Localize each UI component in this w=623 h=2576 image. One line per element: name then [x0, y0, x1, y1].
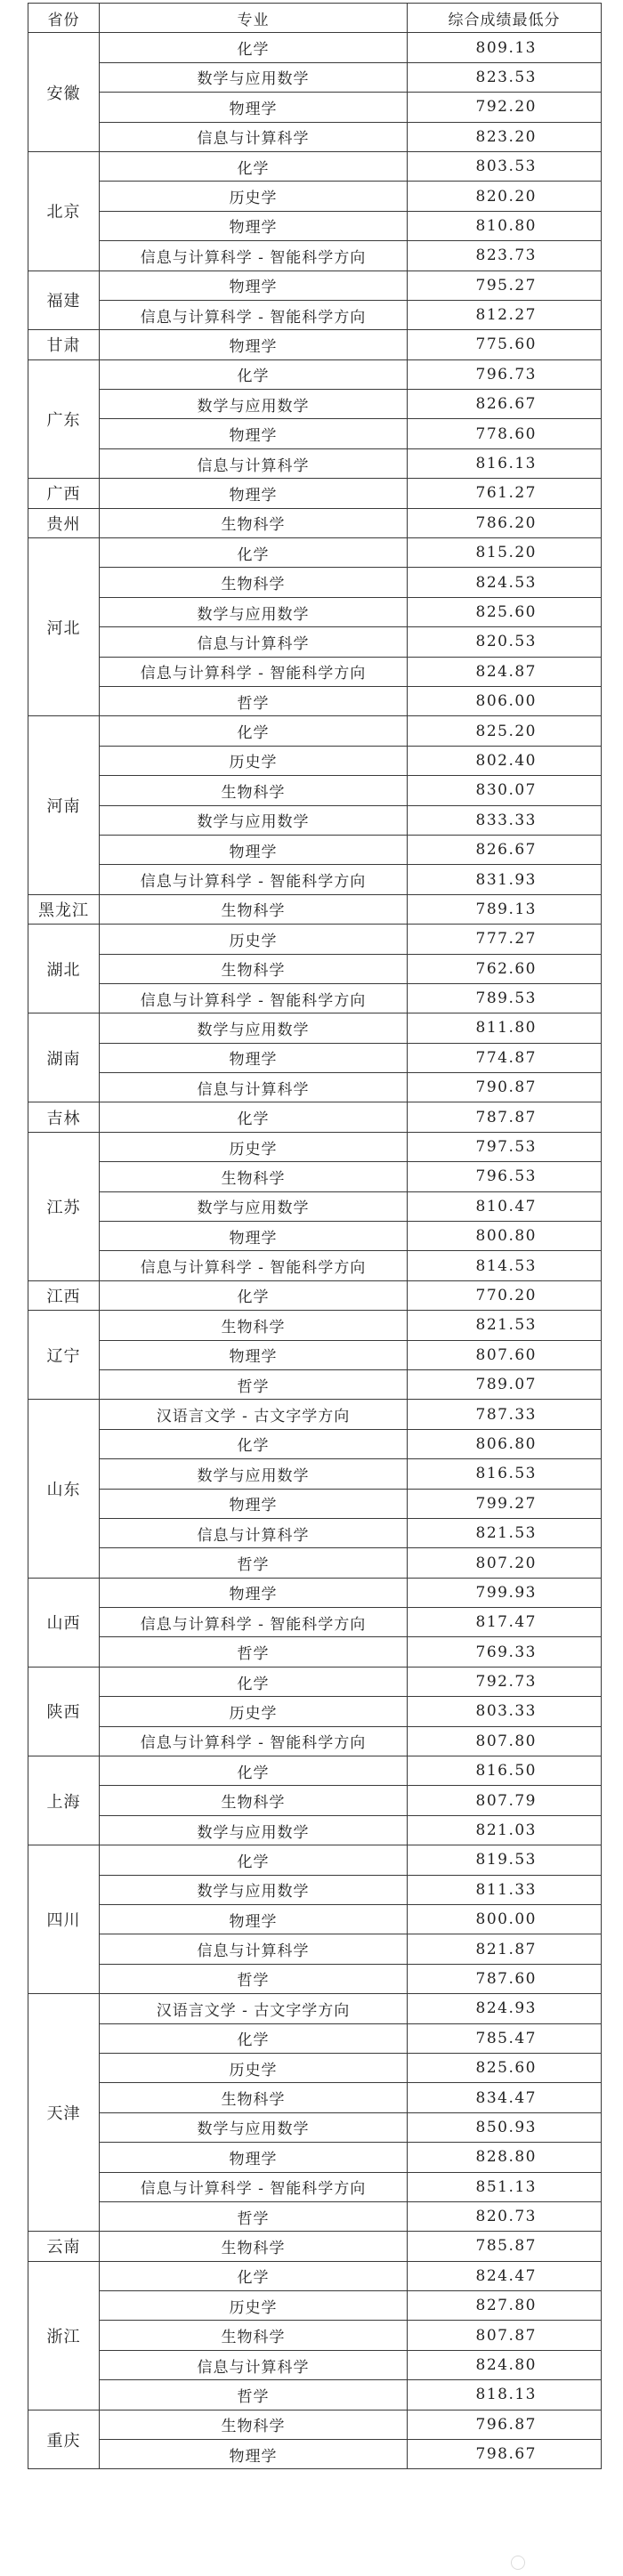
major-cell: 生物科学	[100, 2321, 408, 2350]
score-cell: 823.53	[408, 62, 602, 92]
table-row	[28, 2440, 602, 2469]
major-cell: 化学	[100, 716, 408, 746]
score-cell: 824.80	[408, 2350, 602, 2379]
table-row	[28, 1400, 602, 1429]
table-row	[28, 1429, 602, 1458]
table-row	[28, 835, 602, 864]
table-row	[28, 2232, 602, 2261]
province-cell: 陕西	[28, 1667, 100, 1756]
province-cell: 广西	[28, 479, 100, 508]
table-row	[28, 1340, 602, 1369]
score-cell: 826.67	[408, 390, 602, 419]
score-cell: 796.73	[408, 359, 602, 389]
table-row	[28, 241, 602, 271]
table-row	[28, 2172, 602, 2201]
score-cell: 833.33	[408, 805, 602, 835]
major-cell: 哲学	[100, 2380, 408, 2410]
table-row	[28, 1311, 602, 1340]
major-cell: 信息与计算科学	[100, 627, 408, 657]
major-cell: 信息与计算科学	[100, 122, 408, 151]
table-row	[28, 330, 602, 359]
table-row	[28, 1578, 602, 1607]
table-row	[28, 390, 602, 419]
score-cell: 851.13	[408, 2172, 602, 2201]
major-cell: 化学	[100, 1756, 408, 1786]
table-row	[28, 983, 602, 1013]
table-row	[28, 2053, 602, 2082]
major-cell: 物理学	[100, 2143, 408, 2172]
major-cell: 历史学	[100, 2291, 408, 2321]
score-cell: 821.03	[408, 1815, 602, 1845]
score-cell: 828.80	[408, 2143, 602, 2172]
table-row	[28, 776, 602, 805]
table-row	[28, 1875, 602, 1904]
score-cell: 820.73	[408, 2201, 602, 2231]
major-cell: 信息与计算科学 - 智能科学方向	[100, 2172, 408, 2201]
table-row	[28, 419, 602, 448]
score-cell: 787.33	[408, 1400, 602, 1429]
score-cell: 811.80	[408, 1013, 602, 1043]
province-cell: 江苏	[28, 1132, 100, 1280]
major-cell: 哲学	[100, 1369, 408, 1399]
score-cell: 824.53	[408, 568, 602, 597]
table-row	[28, 1280, 602, 1310]
major-cell: 物理学	[100, 1222, 408, 1251]
table-row	[28, 1132, 602, 1161]
major-cell: 历史学	[100, 1697, 408, 1726]
major-cell: 数学与应用数学	[100, 1191, 408, 1221]
major-cell: 数学与应用数学	[100, 1013, 408, 1043]
table-row	[28, 1726, 602, 1756]
province-cell: 黑龙江	[28, 894, 100, 924]
table-row	[28, 2201, 602, 2231]
table-row	[28, 1905, 602, 1934]
score-cell: 799.27	[408, 1489, 602, 1518]
province-cell: 甘肃	[28, 330, 100, 359]
table-row	[28, 1786, 602, 1815]
table-row	[28, 1102, 602, 1132]
major-cell: 信息与计算科学 - 智能科学方向	[100, 657, 408, 686]
score-cell: 789.13	[408, 894, 602, 924]
table-row	[28, 627, 602, 657]
score-cell: 825.20	[408, 716, 602, 746]
major-cell: 生物科学	[100, 2083, 408, 2112]
province-cell: 上海	[28, 1756, 100, 1845]
score-cell: 774.87	[408, 1043, 602, 1072]
table-row	[28, 1518, 602, 1547]
header-score: 综合成绩最低分	[408, 4, 602, 33]
score-cell: 786.20	[408, 508, 602, 537]
province-cell: 天津	[28, 1994, 100, 2232]
score-cell: 807.79	[408, 1786, 602, 1815]
major-cell: 物理学	[100, 330, 408, 359]
major-cell: 化学	[100, 151, 408, 181]
score-cell: 806.80	[408, 1429, 602, 1458]
table-row	[28, 2380, 602, 2410]
province-cell: 山西	[28, 1578, 100, 1667]
score-cell: 831.93	[408, 865, 602, 894]
table-row	[28, 538, 602, 568]
header-row	[28, 4, 602, 33]
score-cell: 824.93	[408, 1994, 602, 2023]
major-cell: 生物科学	[100, 894, 408, 924]
province-cell: 重庆	[28, 2410, 100, 2469]
score-cell: 761.27	[408, 479, 602, 508]
table-row	[28, 1934, 602, 1964]
score-cell: 789.53	[408, 983, 602, 1013]
table-row	[28, 2410, 602, 2439]
major-cell: 信息与计算科学	[100, 1518, 408, 1547]
score-cell: 820.20	[408, 182, 602, 211]
table-row	[28, 2321, 602, 2350]
major-cell: 化学	[100, 1280, 408, 1310]
table-row	[28, 2143, 602, 2172]
province-cell: 广东	[28, 359, 100, 479]
table-row	[28, 1191, 602, 1221]
score-cell: 810.47	[408, 1191, 602, 1221]
table-row	[28, 300, 602, 329]
major-cell: 信息与计算科学	[100, 448, 408, 478]
table-row	[28, 2350, 602, 2379]
score-cell: 806.00	[408, 686, 602, 715]
score-cell: 796.53	[408, 1162, 602, 1191]
major-cell: 信息与计算科学 - 智能科学方向	[100, 1251, 408, 1280]
major-cell: 数学与应用数学	[100, 805, 408, 835]
score-cell: 778.60	[408, 419, 602, 448]
major-cell: 生物科学	[100, 2232, 408, 2261]
province-cell: 安徽	[28, 33, 100, 152]
score-cell: 809.13	[408, 33, 602, 62]
score-cell: 823.73	[408, 241, 602, 271]
province-cell: 山东	[28, 1400, 100, 1578]
score-cell: 810.80	[408, 211, 602, 240]
table-row	[28, 2083, 602, 2112]
major-cell: 数学与应用数学	[100, 2112, 408, 2142]
table-row	[28, 1845, 602, 1875]
major-cell: 信息与计算科学 - 智能科学方向	[100, 300, 408, 329]
major-cell: 信息与计算科学 - 智能科学方向	[100, 241, 408, 271]
major-cell: 信息与计算科学	[100, 2350, 408, 2379]
province-cell: 云南	[28, 2232, 100, 2261]
province-cell: 浙江	[28, 2261, 100, 2410]
major-cell: 物理学	[100, 1578, 408, 1607]
score-cell: 824.87	[408, 657, 602, 686]
major-cell: 化学	[100, 1429, 408, 1458]
table-row	[28, 2261, 602, 2290]
score-cell: 819.53	[408, 1845, 602, 1875]
major-cell: 生物科学	[100, 2410, 408, 2439]
score-cell: 816.53	[408, 1459, 602, 1489]
table-row	[28, 1994, 602, 2023]
major-cell: 信息与计算科学 - 智能科学方向	[100, 865, 408, 894]
table-row	[28, 1637, 602, 1667]
table-row	[28, 62, 602, 92]
table-row	[28, 1043, 602, 1072]
table-row	[28, 1697, 602, 1726]
major-cell: 物理学	[100, 835, 408, 864]
province-cell: 河南	[28, 716, 100, 894]
major-cell: 生物科学	[100, 508, 408, 537]
major-cell: 化学	[100, 1667, 408, 1696]
major-cell: 物理学	[100, 211, 408, 240]
major-cell: 物理学	[100, 93, 408, 122]
province-cell: 辽宁	[28, 1311, 100, 1400]
major-cell: 化学	[100, 2023, 408, 2053]
major-cell: 化学	[100, 538, 408, 568]
score-cell: 777.27	[408, 925, 602, 954]
score-cell: 787.87	[408, 1102, 602, 1132]
table-row	[28, 686, 602, 715]
score-cell: 812.27	[408, 300, 602, 329]
table-row	[28, 1162, 602, 1191]
score-cell: 815.20	[408, 538, 602, 568]
score-cell: 797.53	[408, 1132, 602, 1161]
major-cell: 生物科学	[100, 568, 408, 597]
major-cell: 数学与应用数学	[100, 390, 408, 419]
table-body	[28, 33, 602, 2469]
admission-score-table	[28, 3, 602, 2469]
major-cell: 历史学	[100, 182, 408, 211]
major-cell: 物理学	[100, 271, 408, 300]
major-cell: 哲学	[100, 1548, 408, 1578]
table-row	[28, 211, 602, 240]
table-row	[28, 894, 602, 924]
score-cell: 775.60	[408, 330, 602, 359]
major-cell: 物理学	[100, 419, 408, 448]
table-row	[28, 271, 602, 300]
major-cell: 历史学	[100, 925, 408, 954]
score-cell: 802.40	[408, 746, 602, 775]
province-cell: 福建	[28, 271, 100, 330]
score-cell: 789.07	[408, 1369, 602, 1399]
score-cell: 800.80	[408, 1222, 602, 1251]
score-cell: 825.60	[408, 597, 602, 626]
province-cell: 吉林	[28, 1102, 100, 1132]
major-cell: 汉语言文学 - 古文字学方向	[100, 1994, 408, 2023]
table-row	[28, 2023, 602, 2053]
table-row	[28, 805, 602, 835]
score-cell: 807.60	[408, 1340, 602, 1369]
score-cell: 830.07	[408, 776, 602, 805]
major-cell: 信息与计算科学 - 智能科学方向	[100, 983, 408, 1013]
major-cell: 信息与计算科学	[100, 1934, 408, 1964]
table-row	[28, 182, 602, 211]
score-cell: 807.20	[408, 1548, 602, 1578]
major-cell: 数学与应用数学	[100, 1459, 408, 1489]
table-row	[28, 1459, 602, 1489]
score-cell: 820.53	[408, 627, 602, 657]
score-cell: 807.80	[408, 1726, 602, 1756]
score-cell: 823.20	[408, 122, 602, 151]
score-cell: 816.13	[408, 448, 602, 478]
score-cell: 803.33	[408, 1697, 602, 1726]
major-cell: 数学与应用数学	[100, 597, 408, 626]
table-row	[28, 1756, 602, 1786]
score-cell: 821.87	[408, 1934, 602, 1964]
table-row	[28, 925, 602, 954]
major-cell: 历史学	[100, 746, 408, 775]
score-cell: 799.93	[408, 1578, 602, 1607]
score-cell: 798.67	[408, 2440, 602, 2469]
table-row	[28, 746, 602, 775]
score-cell: 817.47	[408, 1608, 602, 1637]
major-cell: 物理学	[100, 479, 408, 508]
table-row	[28, 865, 602, 894]
table-row	[28, 1815, 602, 1845]
table-row	[28, 1013, 602, 1043]
major-cell: 化学	[100, 2261, 408, 2290]
major-cell: 物理学	[100, 1489, 408, 1518]
table-row	[28, 1369, 602, 1399]
table-row	[28, 448, 602, 478]
score-cell: 816.50	[408, 1756, 602, 1786]
score-cell: 818.13	[408, 2380, 602, 2410]
table-row	[28, 1964, 602, 1993]
table-row	[28, 479, 602, 508]
table-row	[28, 954, 602, 983]
province-cell: 湖北	[28, 925, 100, 1013]
major-cell: 哲学	[100, 1964, 408, 1993]
table-row	[28, 93, 602, 122]
major-cell: 生物科学	[100, 1162, 408, 1191]
score-cell: 790.87	[408, 1073, 602, 1102]
table-row	[28, 359, 602, 389]
score-cell: 762.60	[408, 954, 602, 983]
major-cell: 化学	[100, 1102, 408, 1132]
table-row	[28, 597, 602, 626]
table-row	[28, 657, 602, 686]
major-cell: 汉语言文学 - 古文字学方向	[100, 1400, 408, 1429]
table-row	[28, 1073, 602, 1102]
major-cell: 化学	[100, 1845, 408, 1875]
score-cell: 825.60	[408, 2053, 602, 2082]
table-row	[28, 1608, 602, 1637]
table-row	[28, 1548, 602, 1578]
major-cell: 信息与计算科学 - 智能科学方向	[100, 1608, 408, 1637]
major-cell: 历史学	[100, 1132, 408, 1161]
score-cell: 811.33	[408, 1875, 602, 1904]
major-cell: 数学与应用数学	[100, 1815, 408, 1845]
major-cell: 生物科学	[100, 1311, 408, 1340]
score-cell: 824.47	[408, 2261, 602, 2290]
header-major: 专业	[100, 4, 408, 33]
score-cell: 807.87	[408, 2321, 602, 2350]
score-cell: 821.53	[408, 1311, 602, 1340]
table-row	[28, 2291, 602, 2321]
province-cell: 四川	[28, 1845, 100, 1994]
major-cell: 化学	[100, 359, 408, 389]
score-cell: 827.80	[408, 2291, 602, 2321]
major-cell: 生物科学	[100, 954, 408, 983]
province-cell: 贵州	[28, 508, 100, 537]
province-cell: 河北	[28, 538, 100, 716]
table-row	[28, 1667, 602, 1696]
major-cell: 信息与计算科学 - 智能科学方向	[100, 1726, 408, 1756]
score-cell: 795.27	[408, 271, 602, 300]
table-row	[28, 1489, 602, 1518]
major-cell: 物理学	[100, 1340, 408, 1369]
score-cell: 785.87	[408, 2232, 602, 2261]
province-cell: 江西	[28, 1280, 100, 1310]
major-cell: 信息与计算科学	[100, 1073, 408, 1102]
province-cell: 北京	[28, 151, 100, 271]
major-cell: 历史学	[100, 2053, 408, 2082]
province-cell: 湖南	[28, 1013, 100, 1102]
major-cell: 数学与应用数学	[100, 1875, 408, 1904]
score-cell: 814.53	[408, 1251, 602, 1280]
major-cell: 化学	[100, 33, 408, 62]
major-cell: 物理学	[100, 1905, 408, 1934]
score-cell: 803.53	[408, 151, 602, 181]
major-cell: 哲学	[100, 2201, 408, 2231]
score-cell: 834.47	[408, 2083, 602, 2112]
table-row	[28, 508, 602, 537]
score-cell: 850.93	[408, 2112, 602, 2142]
score-cell: 826.67	[408, 835, 602, 864]
watermark	[511, 2553, 561, 2572]
major-cell: 哲学	[100, 686, 408, 715]
table-row	[28, 122, 602, 151]
table-row	[28, 151, 602, 181]
score-cell: 785.47	[408, 2023, 602, 2053]
score-cell: 792.73	[408, 1667, 602, 1696]
score-cell: 792.20	[408, 93, 602, 122]
major-cell: 生物科学	[100, 776, 408, 805]
major-cell: 数学与应用数学	[100, 62, 408, 92]
table-row	[28, 716, 602, 746]
score-cell: 821.53	[408, 1518, 602, 1547]
score-cell: 796.87	[408, 2410, 602, 2439]
score-cell: 800.00	[408, 1905, 602, 1934]
table-row	[28, 1251, 602, 1280]
score-cell: 769.33	[408, 1637, 602, 1667]
table-row	[28, 33, 602, 62]
major-cell: 生物科学	[100, 1786, 408, 1815]
header-province: 省份	[28, 4, 100, 33]
major-cell: 物理学	[100, 1043, 408, 1072]
table-row	[28, 1222, 602, 1251]
table-row	[28, 2112, 602, 2142]
watermark-logo-icon	[511, 2556, 525, 2570]
score-cell: 787.60	[408, 1964, 602, 1993]
major-cell: 哲学	[100, 1637, 408, 1667]
major-cell: 物理学	[100, 2440, 408, 2469]
table-row	[28, 568, 602, 597]
score-cell: 770.20	[408, 1280, 602, 1310]
